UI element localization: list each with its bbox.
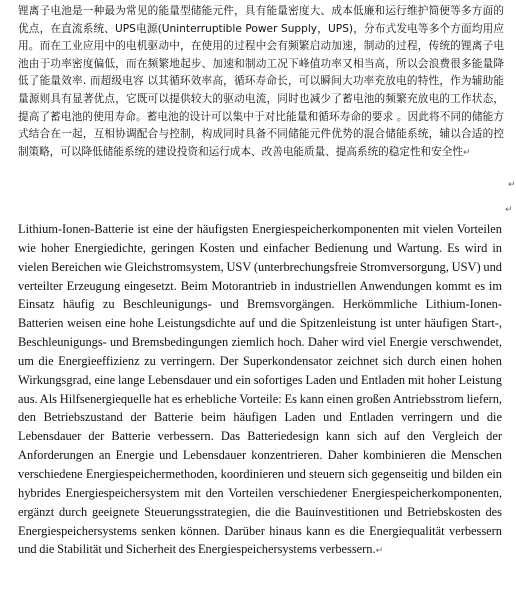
paragraph-mark-icon: ↵ [505,205,513,215]
paragraph-mark-icon: ↵ [508,180,516,190]
german-paragraph [18,220,502,560]
chinese-text: 锂离子电池是一种最为常见的能量型储能元件，具有能量密度大、成本低廉和运行维护简便等多方面的优点，在直流系统、UPS电源(Uninterruptible Power Supply，UPS)，分布式发电等多个方面均用应用。而在工业应用中的电机驱动中，在使用的过程中会有频繁启动加速，制动的过程，传统的锂离子电池由于功率密度偏低，而在频繁地起步、加速和制动工况下峰值功率又相当高，所以会浪费很多能量降低了能量效率. 而超级电容 以其循环效率高，循环寿命长，可以瞬间大功率充放电的特性，作为辅助能量源则具有显著优点，它既可以提供较大的驱动电流，同时也减少了蓄电池的频繁充放电的工作状态，提高了蓄电池的使用寿命。蓄电池的设计可以集中于对比能量和循环寿命的要求 。因此将不同的储能方式结合在一起，互相协调配合与控制，构成同时具备不同储能元件优势的混合储能系统，辅以合适的控制策略，可以降低储能系统的建设投资和运行成本、改善电能质量、提高系统的稳定性和安全性 [18,5,504,158]
paragraph-mark-icon: ↵ [375,545,384,556]
paragraph-mark-icon: ↵ [462,147,471,158]
chinese-paragraph [18,3,504,162]
german-text: Lithium-Ionen-Batterie ist eine der häufigsten Energiespeicherkomponenten mit vielen Vorteilen wie hoher Energiedichte, geringen Kosten und einfacher Bedienung und Wartung. Es wird in vielen Bereichen wie Gleichstromsystem, USV (unterbrechungsfreie Stromversorgung, USV) und verteilter Erzeugung eingesetzt. Beim Motorantrieb in industriellen Anwendungen kommt es im Einsatz häufig zu Beschleunigungs- und Bremsvorgängen. Herkömmliche Lithium-Ionen-Batterien weisen eine hohe Leistungsdichte auf und die Spitzenleistung ist unter häufigen Start-, Beschleunigungs- und Bremsbedingungen ziemlich hoch. Daher wird viel Energie verschwendet, um die Energieeffizienz zu verringern. Der Superkondensator zeichnet sich durch einen hohen Wirkungsgrad, eine lange Lebensdauer und ein sofortiges Laden und Entladen mit hoher Leistung aus. Als Hilfsenergiequelle hat es erhebliche Vorteile: Es kann einen großen Antriebsstrom liefern, den Betriebszustand der Batterie beim häufigen Laden und Entladen verringern und die Lebensdauer der Batterie verbessern. Das Batteriedesign kann sich auf den Vergleich der Anforderungen an Energie und Lebensdauer konzentrieren. Daher kombinieren die Menschen verschiedene Energiespeichermethoden, koordinieren und steuern sich gegenseitig und bilden ein hybrides Energiespeichersystem mit den Vorteilen verschiedener Energiespeicherkomponenten, ergänzt durch geeignete Steuerungsstrategien, die die Bauinvestitionen und Betriebskosten des Energiespeichersystems senken können. Darüber hinaus kann es die Energiequalität verbessern und die Stabilität und Sicherheit des Energiespeichersystems verbessern. [18,222,502,557]
